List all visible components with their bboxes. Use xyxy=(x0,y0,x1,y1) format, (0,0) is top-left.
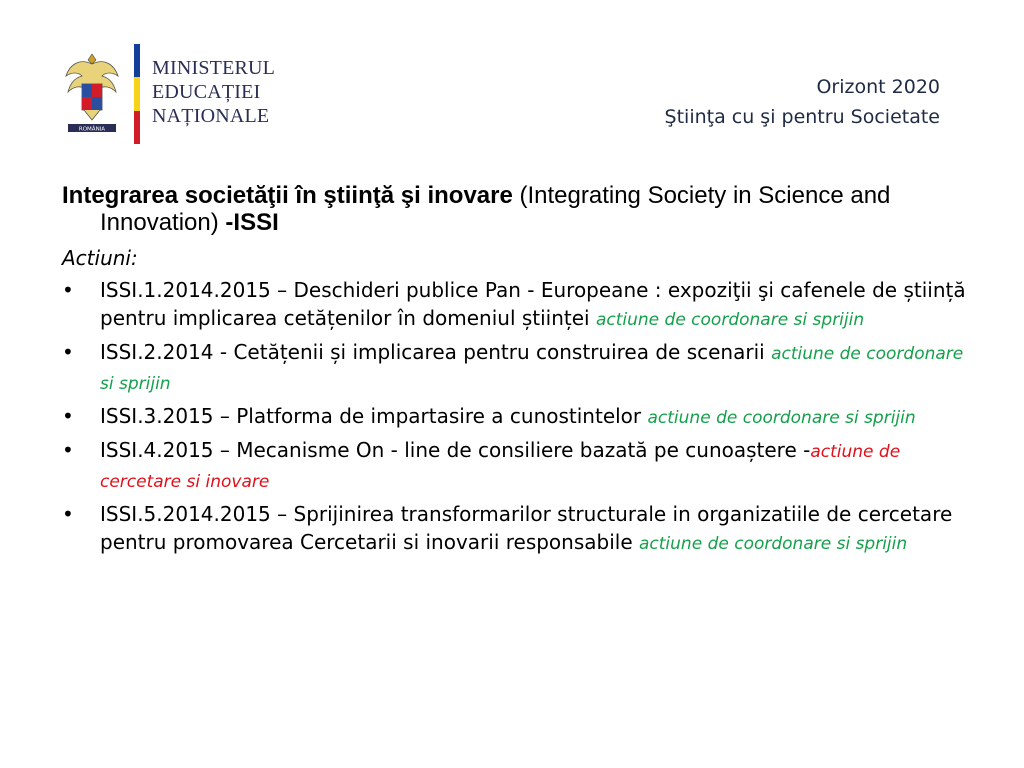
item-note: actiune de coordonare si sprijin xyxy=(100,344,964,394)
item-text: ISSI.1.2014.2015 – Deschideri publice Pan - Europeane : expoziţii şi cafenele de știință pentru implicarea cetățenilor în domeniul științei xyxy=(100,278,966,330)
bullet-icon: • xyxy=(62,438,74,462)
item-text: ISSI.5.2014.2015 – Sprijinirea transformarilor structurale in organizatiile de cercetare pentru promovarea Cercetarii si inovarii responsabile xyxy=(100,502,953,554)
actions-label: Actiuni: xyxy=(62,246,138,270)
list-item xyxy=(62,436,972,496)
list-item xyxy=(62,276,972,334)
intro-bold: Integrarea societăţii în ştiinţă şi inovare xyxy=(62,182,513,209)
ministry-line-1: MINISTERUL xyxy=(152,57,276,79)
intro-code: -ISSI xyxy=(225,209,279,236)
bullet-icon: • xyxy=(62,278,74,302)
bullet-icon: • xyxy=(62,404,74,428)
ministry-line-3: NAȚIONALE xyxy=(152,105,270,127)
ministry-line-2: EDUCAȚIEI xyxy=(152,81,261,103)
header-title: Orizont 2020 xyxy=(816,76,940,98)
bullet-icon: • xyxy=(62,340,74,364)
list-item xyxy=(62,338,972,398)
crest-banner-text: ROMÂNIA xyxy=(78,126,106,133)
ministry-logo xyxy=(62,40,277,150)
item-note: actiune de coordonare si sprijin xyxy=(647,408,916,428)
item-note: actiune de coordonare si sprijin xyxy=(639,534,908,554)
list-item xyxy=(62,402,972,432)
intro-regular: (Integrating Society in Science and Innovation) xyxy=(100,182,891,236)
item-note: actiune de cercetare si inovare xyxy=(100,442,901,492)
list-item xyxy=(62,500,972,558)
ministry-name xyxy=(152,56,275,128)
action-list xyxy=(62,276,972,558)
slide-header xyxy=(665,72,940,132)
item-text: ISSI.3.2015 – Platforma de impartasire a cunostintelor xyxy=(100,404,648,428)
slide-content xyxy=(62,182,972,562)
item-prefix: - xyxy=(803,438,811,462)
tricolor-bar xyxy=(134,44,140,144)
intro-paragraph xyxy=(62,182,972,236)
item-text: ISSI.4.2015 – Mecanisme On - line de consiliere bazată pe cunoaștere xyxy=(100,438,804,462)
item-note: actiune de coordonare si sprijin xyxy=(595,310,865,330)
item-text: ISSI.2.2014 - Cetățenii și implicarea pentru construirea de scenarii xyxy=(100,340,772,364)
bullet-icon: • xyxy=(62,502,74,526)
header-subtitle: Ştiinţa cu şi pentru Societate xyxy=(664,106,940,128)
coat-of-arms-icon xyxy=(62,50,122,142)
